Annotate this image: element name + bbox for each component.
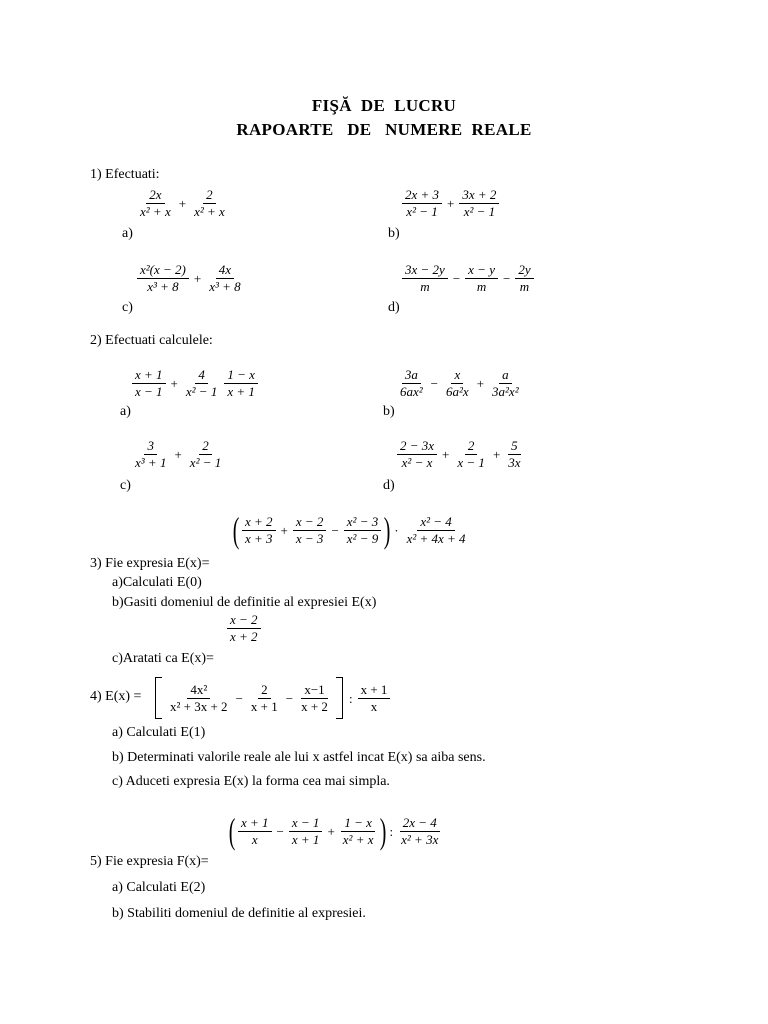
fraction: $\frac{1 - x}{x + 1}$ [224, 367, 258, 400]
fraction: $\frac{x - 2}{x - 3}$ [293, 514, 327, 547]
fraction: $\frac{2}{\text{x² + x}}$ [194, 187, 225, 219]
fraction: $\frac{2x - 4}{\text{x² + 3x}}$ [401, 814, 439, 847]
fraction: $\frac{\text{x² − 4}}{\text{x² + 4x + 4}}$ [406, 513, 466, 546]
item-label: a) [122, 226, 133, 241]
fraction: $\frac{\text{4x²}}{\text{x² + 3x + 2}}$ [170, 681, 228, 714]
fraction: $\frac{x-1}{x + 2}$ [301, 681, 328, 714]
fraction: $\frac{x - 2}{x + 2}$ [227, 612, 261, 645]
fraction: $\frac{2y}{m}$ [515, 262, 533, 295]
exercise-3c-fraction [225, 612, 263, 645]
exercise-3-expression: ( $\frac{x + 2}{x + 3}$ + $\frac{x - 2}{x - 3}$ − $\frac{\text{x² − 3}}{\text{x² − 9}}$ ) · $\frac{\text{x² − 4}}{\text{x² + 4x + 4}}$ [232, 512, 471, 548]
exercise-4-label: 4) E(x) = [90, 689, 142, 704]
fraction: $\frac{2 - 3x}{\text{x² − x}}$ [397, 438, 437, 471]
exercise-4a-text: a) Calculati E(1) [112, 725, 206, 740]
exercise-4-expression: $\frac{\text{4x²}}{\text{x² + 3x + 2}}$ − $\frac{2}{x + 1}$ − $\frac{x-1}{x + 2}$ : $\frac{x + 1}{x}$ [152, 677, 392, 719]
exercise-5-expression: ( $\frac{x + 1}{x}$ − $\frac{x - 1}{x + 1}$ + $\frac{1 - x}{\text{x² + x}}$ ) : $\frac{2x - 4}{\text{x² + 3x}}$ [228, 813, 443, 849]
fraction: $\frac{3a}{\text{6ax²}}$ [400, 367, 423, 399]
left-paren: ( [232, 510, 240, 550]
exercise-4b-text: b) Determinati valorile reale ale lui x astfel incat E(x) sa aiba sens. [112, 750, 486, 765]
right-paren: ) [379, 811, 386, 851]
item-label: d) [388, 300, 400, 315]
exercise-1a-expression: $\frac{2x}{\text{x² + x}}$ + $\frac{2}{\text{x² + x}}$ [135, 187, 230, 220]
worksheet-subtitle: RAPOARTE DE NUMERE REALE [236, 120, 532, 139]
fraction: $\frac{1 - x}{\text{x² + x}}$ [342, 814, 374, 847]
fraction: $\frac{x}{\text{6a²x}}$ [446, 367, 469, 399]
fraction: $\frac{2x}{\text{x² + x}}$ [140, 187, 171, 219]
item-label: b) [383, 404, 395, 419]
exercise-3a-text: a)Calculati E(0) [112, 575, 202, 590]
fraction: $\frac{4}{\text{x² − 1}}$ [185, 367, 218, 399]
exercise-5a-text: a) Calculati E(2) [112, 880, 206, 895]
exercise-2-label: 2) Efectuati calculele: [90, 333, 213, 348]
fraction: $\frac{2}{x - 1}$ [457, 438, 485, 470]
fraction: $\frac{4x}{\text{x³ + 8}}$ [209, 262, 241, 294]
fraction: $\frac{2}{x + 1}$ [250, 681, 278, 714]
item-label: c) [120, 478, 131, 493]
fraction: $\frac{\text{x² − 3}}{\text{x² − 9}}$ [344, 514, 381, 547]
fraction: $\frac{x + 1}{x - 1}$ [132, 367, 166, 400]
exercise-2a-expression: $\frac{x + 1}{x - 1}$ + $\frac{4}{\text{x² − 1}}$ $\frac{1 - x}{x + 1}$ [130, 367, 260, 400]
exercise-2c-expression: $\frac{3}{\text{x³ + 1}}$ + $\frac{2}{\text{x² − 1}}$ [130, 438, 226, 471]
fraction: $\frac{\text{x²(x − 2)}}{\text{x³ + 8}}$ [137, 262, 189, 295]
exercise-5b-text: b) Stabiliti domeniul de definitie al expresiei. [112, 906, 366, 921]
right-paren: ) [383, 510, 391, 550]
fraction: $\frac{3}{\text{x³ + 1}}$ [135, 438, 167, 470]
exercise-1c-expression: $\frac{\text{x²(x − 2)}}{\text{x³ + 8}}$ + $\frac{4x}{\text{x³ + 8}}$ [135, 262, 246, 295]
fraction: $\frac{x + 2}{x + 3}$ [242, 514, 276, 547]
left-bracket [155, 677, 162, 719]
item-label: a) [120, 404, 131, 419]
fraction: $\frac{3x + 2}{\text{x² − 1}}$ [459, 187, 499, 220]
fraction: $\frac{2x + 3}{\text{x² − 1}}$ [402, 187, 442, 220]
fraction: $\frac{x - y}{m}$ [465, 262, 498, 295]
exercise-1-label: 1) Efectuati: [90, 167, 160, 182]
right-bracket [336, 677, 343, 719]
fraction: $\frac{3x - 2y}{m}$ [402, 262, 448, 295]
fraction: $\frac{x + 1}{x}$ [238, 815, 272, 848]
fraction: $\frac{a}{\text{3a²x²}}$ [492, 367, 519, 399]
exercise-1b-expression: $\frac{2x + 3}{\text{x² − 1}}$ + $\frac{3x + 2}{\text{x² − 1}}$ [400, 187, 501, 220]
exercise-3b-text: b)Gasiti domeniul de definitie al expresiei E(x) [112, 595, 377, 610]
fraction: $\frac{x + 1}{x}$ [358, 682, 391, 715]
exercise-2b-expression: $\frac{3a}{\text{6ax²}}$ − $\frac{x}{\text{6a²x}}$ + $\frac{a}{\text{3a²x²}}$ [395, 367, 524, 400]
worksheet-title: FIŞĂ DE LUCRU [311, 96, 457, 115]
left-paren: ( [228, 811, 236, 851]
item-label: d) [383, 478, 395, 493]
item-label: b) [388, 226, 400, 241]
exercise-1d-expression: $\frac{3x - 2y}{m}$ − $\frac{x - y}{m}$ − $\frac{2y}{m}$ [400, 262, 536, 295]
fraction: $\frac{x - 1}{x + 1}$ [289, 815, 323, 848]
exercise-5-label: 5) Fie expresia F(x)= [90, 854, 209, 869]
item-label: c) [122, 300, 133, 315]
fraction: $\frac{5}{3x}$ [508, 438, 521, 470]
fraction: $\frac{2}{\text{x² − 1}}$ [189, 438, 222, 470]
exercise-4c-text: c) Aduceti expresia E(x) la forma cea mai simpla. [112, 774, 390, 789]
exercise-3c-text: c)Aratati ca E(x)= [112, 651, 214, 666]
exercise-2d-expression: $\frac{2 - 3x}{\text{x² − x}}$ + $\frac{2}{x - 1}$ + $\frac{5}{3x}$ [395, 438, 526, 471]
exercise-3-label: 3) Fie expresia E(x)= [90, 556, 210, 571]
